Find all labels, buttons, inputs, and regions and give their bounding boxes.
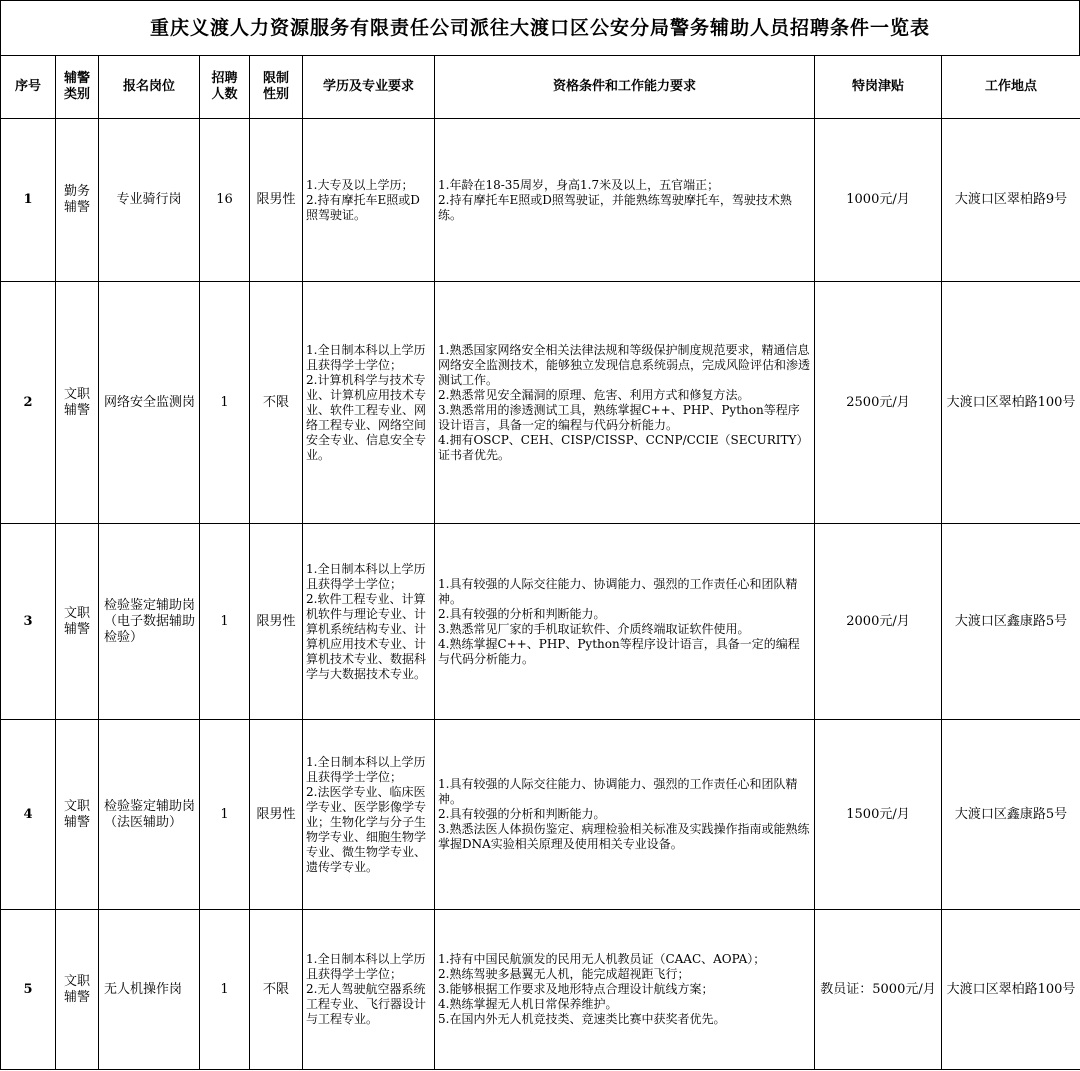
cell-type: 勤务 辅警 (56, 119, 99, 282)
header-allowance: 特岗津贴 (815, 56, 942, 119)
cell-count: 1 (200, 524, 250, 720)
cell-allowance: 2500元/月 (815, 282, 942, 524)
cell-allowance: 1500元/月 (815, 720, 942, 910)
cell-position: 专业骑行岗 (99, 119, 200, 282)
cell-position: 网络安全监测岗 (99, 282, 200, 524)
cell-type: 文职 辅警 (56, 282, 99, 524)
cell-position: 检验鉴定辅助岗（法医辅助） (99, 720, 200, 910)
header-qualification: 资格条件和工作能力要求 (435, 56, 815, 119)
cell-location: 大渡口区鑫康路5号 (942, 720, 1080, 910)
cell-type: 文职 辅警 (56, 720, 99, 910)
cell-location: 大渡口区鑫康路5号 (942, 524, 1080, 720)
header-row (1, 56, 1080, 119)
table-row (1, 282, 1080, 524)
cell-seq: 3 (1, 524, 56, 720)
cell-count: 1 (200, 282, 250, 524)
cell-position: 检验鉴定辅助岗（电子数据辅助检验） (99, 524, 200, 720)
cell-gender: 不限 (250, 910, 303, 1070)
cell-seq: 4 (1, 720, 56, 910)
cell-position: 无人机操作岗 (99, 910, 200, 1070)
header-gender: 限制 性别 (250, 56, 303, 119)
cell-qualification: 1.持有中国民航颁发的民用无人机教员证（CAAC、AOPA）； 2.熟练驾驶多悬翼无人机，能完成超视距飞行； 3.能够根据工作要求及地形特点合理设计航线方案； 4.熟练掌握无人机日常保养维护。 5.在国内外无人机竞技类、竞速类比赛中获奖者优先。 (435, 910, 815, 1070)
cell-education: 1.全日制本科以上学历且获得学士学位； 2.计算机科学与技术专业、计算机应用技术专业、软件工程专业、网络工程专业、网络空间安全专业、信息安全专业。 (303, 282, 435, 524)
cell-education: 1.全日制本科以上学历且获得学士学位； 2.法医学专业、临床医学专业、医学影像学专业；生物化学与分子生物学专业、细胞生物学专业、微生物学专业、遗传学专业。 (303, 720, 435, 910)
header-count: 招聘 人数 (200, 56, 250, 119)
recruitment-table (0, 55, 1080, 1070)
page-title: 重庆义渡人力资源服务有限责任公司派往大渡口区公安分局警务辅助人员招聘条件一览表 (0, 0, 1080, 55)
cell-allowance: 2000元/月 (815, 524, 942, 720)
cell-gender: 限男性 (250, 524, 303, 720)
cell-type: 文职 辅警 (56, 524, 99, 720)
table-row (1, 119, 1080, 282)
cell-education: 1.全日制本科以上学历且获得学士学位； 2.无人驾驶航空器系统工程专业、飞行器设计与工程专业。 (303, 910, 435, 1070)
cell-location: 大渡口区翠柏路9号 (942, 119, 1080, 282)
cell-count: 16 (200, 119, 250, 282)
cell-count: 1 (200, 910, 250, 1070)
cell-type: 文职 辅警 (56, 910, 99, 1070)
cell-allowance: 1000元/月 (815, 119, 942, 282)
cell-count: 1 (200, 720, 250, 910)
cell-location: 大渡口区翠柏路100号 (942, 282, 1080, 524)
table-row (1, 720, 1080, 910)
cell-seq: 2 (1, 282, 56, 524)
cell-allowance: 教员证：5000元/月 (815, 910, 942, 1070)
header-education: 学历及专业要求 (303, 56, 435, 119)
cell-gender: 不限 (250, 282, 303, 524)
cell-qualification: 1.具有较强的人际交往能力、协调能力、强烈的工作责任心和团队精神。 2.具有较强的分析和判断能力。 3.熟悉常见厂家的手机取证软件、介质终端取证软件使用。 4.熟练掌握C++、PHP、Python等程序设计语言，具备一定的编程与代码分析能力。 (435, 524, 815, 720)
cell-education: 1.大专及以上学历； 2.持有摩托车E照或D照驾驶证。 (303, 119, 435, 282)
header-position: 报名岗位 (99, 56, 200, 119)
cell-gender: 限男性 (250, 720, 303, 910)
header-seq: 序号 (1, 56, 56, 119)
cell-education: 1.全日制本科以上学历且获得学士学位； 2.软件工程专业、计算机软件与理论专业、计算机系统结构专业、计算机应用技术专业、计算机技术专业、数据科学与大数据技术专业。 (303, 524, 435, 720)
cell-seq: 5 (1, 910, 56, 1070)
table-row (1, 524, 1080, 720)
cell-qualification: 1.熟悉国家网络安全相关法律法规和等级保护制度规范要求，精通信息网络安全监测技术，能够独立发现信息系统弱点，完成风险评估和渗透测试工作。 2.熟悉常见安全漏洞的原理、危害、利用方式和修复方法。 3.熟悉常用的渗透测试工具，熟练掌握C++、PHP、Python等程序设计语言，具备一定的编程与代码分析能力。 4.拥有OSCP、CEH、CISP/CISSP、CCNP/CCIE（SECURITY）证书者优先。 (435, 282, 815, 524)
header-type: 辅警 类别 (56, 56, 99, 119)
cell-gender: 限男性 (250, 119, 303, 282)
cell-location: 大渡口区翠柏路100号 (942, 910, 1080, 1070)
header-location: 工作地点 (942, 56, 1080, 119)
cell-qualification: 1.年龄在18-35周岁，身高1.7米及以上，五官端正； 2.持有摩托车E照或D照驾驶证，并能熟练驾驶摩托车，驾驶技术熟练。 (435, 119, 815, 282)
cell-qualification: 1.具有较强的人际交往能力、协调能力、强烈的工作责任心和团队精神。 2.具有较强的分析和判断能力。 3.熟悉法医人体损伤鉴定、病理检验相关标准及实践操作指南或能熟练掌握DNA实验相关原理及使用相关专业设备。 (435, 720, 815, 910)
cell-seq: 1 (1, 119, 56, 282)
table-row (1, 910, 1080, 1070)
